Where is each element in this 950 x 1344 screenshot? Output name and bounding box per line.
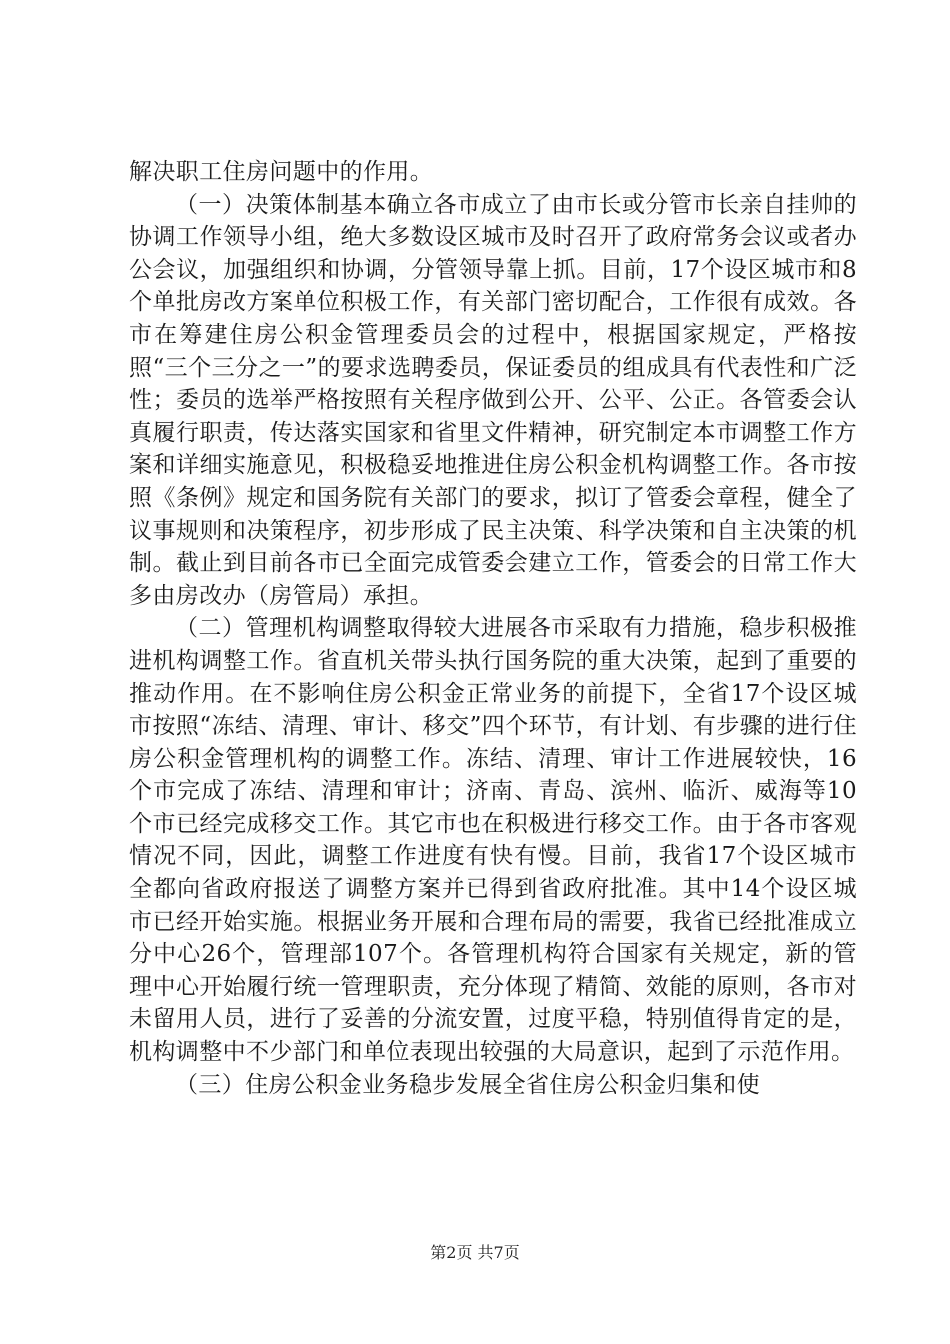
paragraph-continuation: 解决职工住房问题中的作用。 — [129, 159, 434, 185]
document-body — [129, 156, 857, 1101]
paragraph-decision-system: （一）决策体制基本确立各市成立了由市长或分管市长亲自挂帅的协调工作领导小组，绝大多数设区城市及时召开了政府常务会议或者办公会议，加强组织和协调，分管领导靠上抓。目前，17个设区城市和8个单批房改方案单位积极工作，有关部门密切配合，工作很有成效。各市在筹建住房公积金管理委员会的过程中，根据国家规定，严格按照“三个三分之一”的要求选聘委员，保证委员的组成具有代表性和广泛性；委员的选举严格按照有关程序做到公开、公平、公正。各管委会认真履行职责，传达落实国家和省里文件精神，研究制定本市调整工作方案和详细实施意见，积极稳妥地推进住房公积金机构调整工作。各市按照《条例》规定和国务院有关部门的要求，拟订了管委会章程，健全了议事规则和决策程序，初步形成了民主决策、科学决策和自主决策的机制。截止到目前各市已全面完成管委会建立工作，管委会的日常工作大多由房改办（房管局）承担。 — [129, 191, 857, 609]
paragraph-agency-adjustment: （二）管理机构调整取得较大进展各市采取有力措施，稳步积极推进机构调整工作。省直机关带头执行国务院的重大决策，起到了重要的推动作用。在不影响住房公积金正常业务的前提下，全省17个设区城市按照“冻结、清理、审计、移交”四个环节，有计划、有步骤的进行住房公积金管理机构的调整工作。冻结、清理、审计工作进展较快，16个市完成了冻结、清理和审计；济南、青岛、滨州、临沂、威海等10个市已经完成移交工作。其它市也在积极进行移交工作。由于各市客观情况不同，因此，调整工作进度有快有慢。目前，我省17个设区城市全都向省政府报送了调整方案并已得到省政府批准。其中14个设区城市已经开始实施。根据业务开展和合理布局的需要，我省已经批准成立分中心26个，管理部107个。各管理机构符合国家有关规定，新的管理中心开始履行统一管理职责，充分体现了精简、效能的原则，各市对未留用人员，进行了妥善的分流安置，过度平稳，特别值得肯定的是，机构调整中不少部门和单位表现出较强的大局意识，起到了示范作用。 — [129, 615, 857, 1066]
paragraph-fund-business: （三）住房公积金业务稳步发展全省住房公积金归集和使 — [175, 1071, 760, 1098]
page-footer: 第2页 共7页 — [430, 1243, 520, 1262]
